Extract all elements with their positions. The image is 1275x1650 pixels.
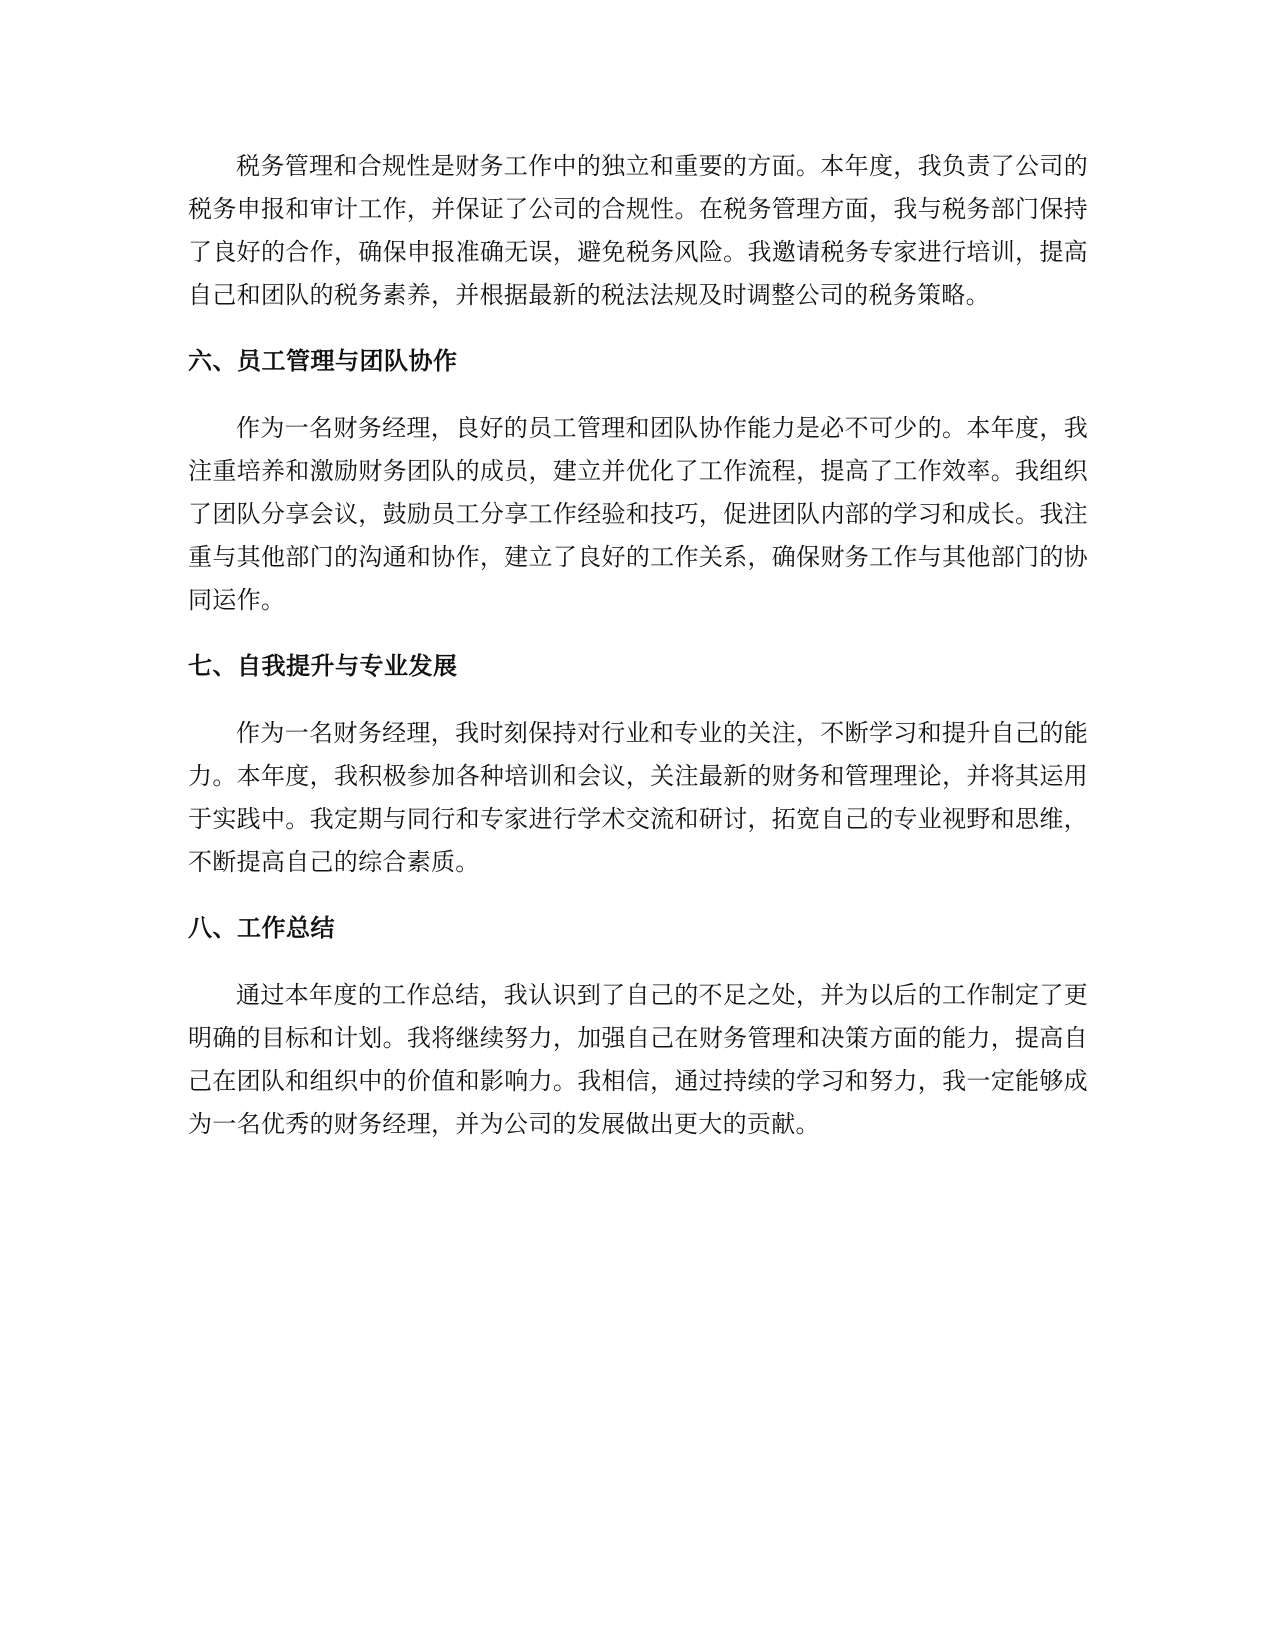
document-body (188, 145, 1088, 1146)
section-heading-self-improvement: 七、自我提升与专业发展 (188, 652, 458, 680)
section-heading-staff-management: 六、员工管理与团队协作 (188, 347, 458, 375)
paragraph-tax-management: 税务管理和合规性是财务工作中的独立和重要的方面。本年度，我负责了公司的税务申报和审计工作，并保证了公司的合规性。在税务管理方面，我与税务部门保持了良好的合作，确保申报准确无误，避免税务风险。我邀请税务专家进行培训，提高自己和团队的税务素养，并根据最新的税法法规及时调整公司的税务策略。 (188, 152, 1088, 309)
section-heading-work-summary: 八、工作总结 (188, 914, 335, 942)
paragraph-staff-management: 作为一名财务经理，良好的员工管理和团队协作能力是必不可少的。本年度，我注重培养和激励财务团队的成员，建立并优化了工作流程，提高了工作效率。我组织了团队分享会议，鼓励员工分享工作经验和技巧，促进团队内部的学习和成长。我注重与其他部门的沟通和协作，建立了良好的工作关系，确保财务工作与其他部门的协同运作。 (188, 414, 1088, 614)
paragraph-work-summary: 通过本年度的工作总结，我认识到了自己的不足之处，并为以后的工作制定了更明确的目标和计划。我将继续努力，加强自己在财务管理和决策方面的能力，提高自己在团队和组织中的价值和影响力。我相信，通过持续的学习和努力，我一定能够成为一名优秀的财务经理，并为公司的发展做出更大的贡献。 (188, 981, 1088, 1138)
paragraph-self-improvement: 作为一名财务经理，我时刻保持对行业和专业的关注，不断学习和提升自己的能力。本年度，我积极参加各种培训和会议，关注最新的财务和管理理论，并将其运用于实践中。我定期与同行和专家进行学术交流和研讨，拓宽自己的专业视野和思维，不断提高自己的综合素质。 (188, 719, 1088, 876)
